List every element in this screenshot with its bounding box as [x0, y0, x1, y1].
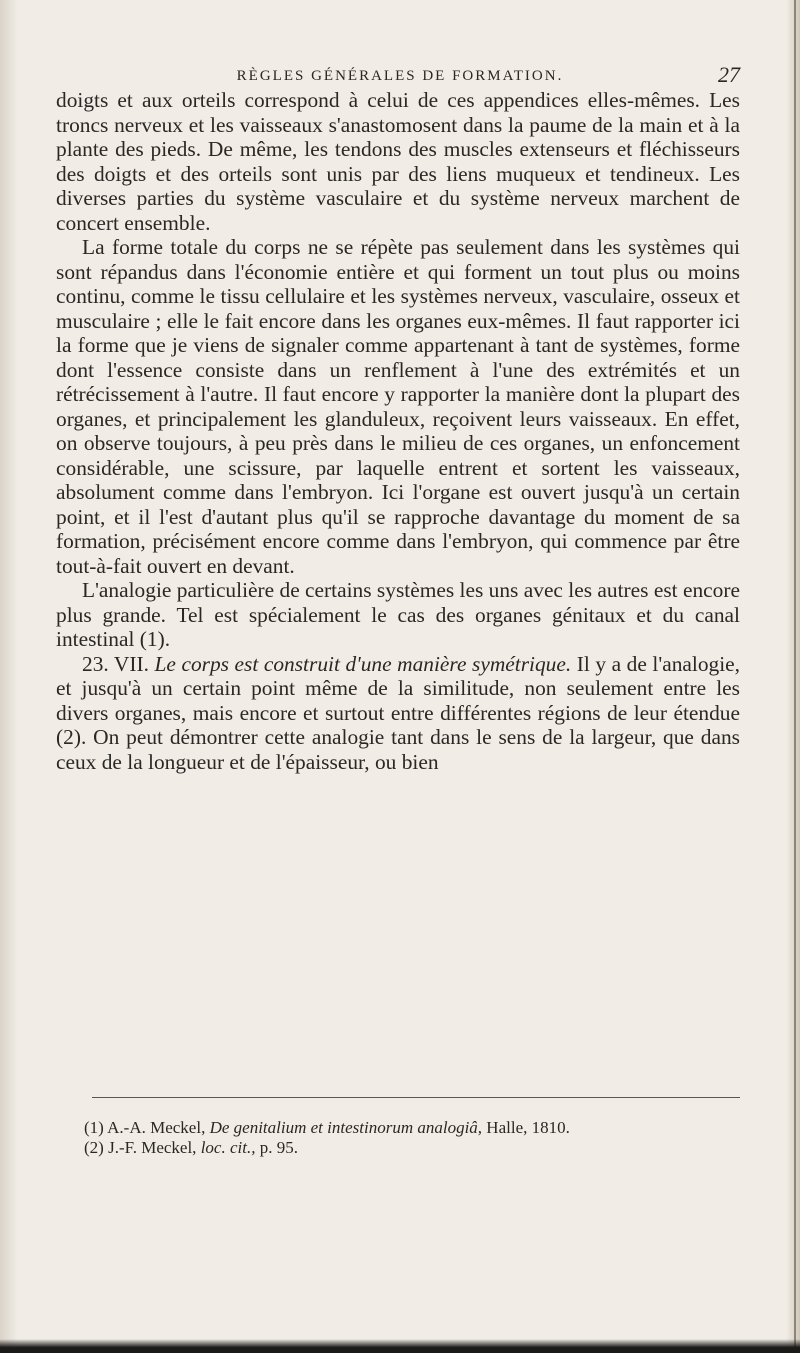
- page-edge: [786, 0, 800, 1353]
- paragraph-3: L'analogie particulière de certains systèmes les uns avec les autres est encore plus grande. Tel est spécialement le cas des organes génitaux et du canal intestinal (1).: [56, 578, 740, 651]
- footnote-1-tail: Halle, 1810.: [486, 1118, 570, 1137]
- page-number: 27: [718, 62, 740, 87]
- footnote-2-tail: p. 95.: [259, 1138, 298, 1157]
- paragraph-2: La forme totale du corps ne se répète pas seulement dans les systèmes qui sont répandus dans l'économie entière et qui forment un tout plus ou moins continu, comme le tissu cellulaire et les systèmes nerveux, vasculaire, osseux et musculaire ; elle le fait encore dans les organes eux-mêmes. Il faut rapporter ici la forme que je viens de signaler comme appartenant à tant de systèmes, forme dont l'essence consiste dans un renflement à l'une des extrémités et un rétrécissement à l'autre. Il faut encore y rapporter la manière dont la plupart des organes, et principalement les glanduleux, reçoivent leurs vaisseaux. En effet, on observe toujours, à peu près dans le milieu de ces organes, un enfoncement considérable, une scissure, par laquelle entrent et sortent les vaisseaux, absolument comme dans l'embryon. Ici l'organe est ouvert jusqu'à un certain point, et il l'est d'autant plus qu'il se rapproche davantage du moment de sa formation, précisément encore comme dans l'embryon, qui commence par être tout-à-fait ouvert en devant.: [56, 235, 740, 578]
- footnote-2: [84, 1138, 744, 1158]
- footnote-1-author: A.-A. Meckel,: [107, 1118, 206, 1137]
- section-number: 23. VII.: [82, 651, 149, 676]
- page-gutter-shadow: [0, 0, 18, 1353]
- footnote-rule: [92, 1097, 740, 1098]
- main-text: [56, 88, 740, 774]
- footnote-1-title: De genitalium et intestinorum analogiâ,: [209, 1118, 483, 1137]
- paragraph-4-text: Il y a de l'analogie, et jusqu'à un certain point même de la similitude, non seulement entre les divers organes, mais encore et surtout entre différentes régions de leur étendue (2). On peut démontrer cette analogie tant dans le sens de la largeur, que dans ceux de la longueur et de l'épaisseur, ou bien: [56, 651, 740, 774]
- paragraph-4: [56, 652, 740, 775]
- footnote-1-mark: (1): [84, 1118, 104, 1137]
- section-heading: Le corps est construit d'une manière symétrique.: [154, 651, 572, 676]
- footnote-2-author: J.-F. Meckel,: [108, 1138, 197, 1157]
- paragraph-1: doigts et aux orteils correspond à celui de ces appendices elles-mêmes. Les troncs nerveux et les vaisseaux s'anastomosent dans la paume de la main et à la plante des pieds. De même, les tendons des muscles extenseurs et fléchisseurs des doigts et des orteils sont unis par des liens muqueux et tendineux. Les diverses parties du système vasculaire et du système nerveux marchent de concert ensemble.: [56, 88, 740, 235]
- running-title: RÈGLES GÉNÉRALES DE FORMATION.: [236, 68, 564, 84]
- scan-bottom-edge: [0, 1339, 800, 1353]
- footnote-2-mark: (2): [84, 1138, 104, 1157]
- footnote-2-title: loc. cit.,: [200, 1138, 256, 1157]
- footnote-1: [84, 1118, 744, 1138]
- footnotes: [84, 1118, 744, 1158]
